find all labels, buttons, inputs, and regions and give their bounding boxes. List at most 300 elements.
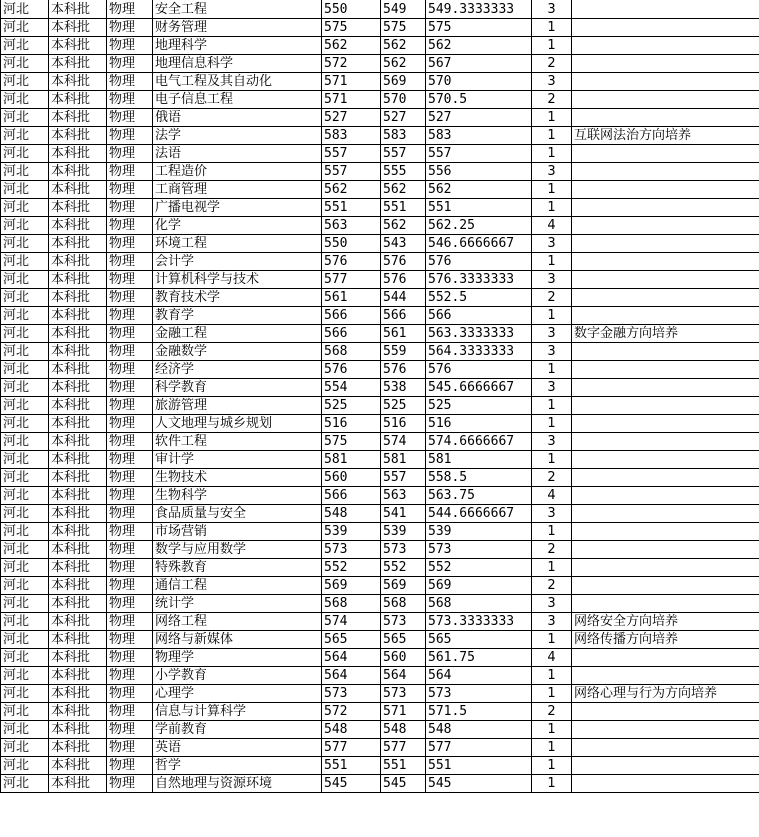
max-score-cell: 548 bbox=[322, 721, 381, 739]
note-cell bbox=[572, 271, 759, 289]
count-cell: 1 bbox=[532, 775, 572, 793]
min-score-cell: 562 bbox=[381, 37, 426, 55]
subject-cell: 物理 bbox=[107, 235, 153, 253]
batch-cell: 本科批 bbox=[49, 181, 107, 199]
avg-score-cell: 576.3333333 bbox=[426, 271, 532, 289]
count-cell: 3 bbox=[532, 163, 572, 181]
count-cell: 2 bbox=[532, 577, 572, 595]
min-score-cell: 541 bbox=[381, 505, 426, 523]
table-row bbox=[1, 631, 759, 649]
province-cell: 河北 bbox=[1, 487, 49, 505]
subject-cell: 物理 bbox=[107, 217, 153, 235]
min-score-cell: 568 bbox=[381, 595, 426, 613]
note-cell bbox=[572, 559, 759, 577]
province-cell: 河北 bbox=[1, 595, 49, 613]
batch-cell: 本科批 bbox=[49, 307, 107, 325]
avg-score-cell: 573 bbox=[426, 541, 532, 559]
max-score-cell: 574 bbox=[322, 613, 381, 631]
major-cell: 软件工程 bbox=[153, 433, 322, 451]
min-score-cell: 562 bbox=[381, 217, 426, 235]
count-cell: 3 bbox=[532, 271, 572, 289]
province-cell: 河北 bbox=[1, 613, 49, 631]
min-score-cell: 581 bbox=[381, 451, 426, 469]
note-cell bbox=[572, 235, 759, 253]
avg-score-cell: 564.3333333 bbox=[426, 343, 532, 361]
min-score-cell: 555 bbox=[381, 163, 426, 181]
province-cell: 河北 bbox=[1, 253, 49, 271]
province-cell: 河北 bbox=[1, 271, 49, 289]
major-cell: 自然地理与资源环境 bbox=[153, 775, 322, 793]
note-cell bbox=[572, 721, 759, 739]
avg-score-cell: 565 bbox=[426, 631, 532, 649]
count-cell: 3 bbox=[532, 613, 572, 631]
batch-cell: 本科批 bbox=[49, 595, 107, 613]
count-cell: 3 bbox=[532, 325, 572, 343]
max-score-cell: 575 bbox=[322, 433, 381, 451]
major-cell: 会计学 bbox=[153, 253, 322, 271]
major-cell: 金融数学 bbox=[153, 343, 322, 361]
batch-cell: 本科批 bbox=[49, 325, 107, 343]
table-row bbox=[1, 19, 759, 37]
min-score-cell: 563 bbox=[381, 487, 426, 505]
count-cell: 1 bbox=[532, 109, 572, 127]
table-row bbox=[1, 433, 759, 451]
major-cell: 教育技术学 bbox=[153, 289, 322, 307]
min-score-cell: 559 bbox=[381, 343, 426, 361]
batch-cell: 本科批 bbox=[49, 217, 107, 235]
max-score-cell: 568 bbox=[322, 595, 381, 613]
max-score-cell: 563 bbox=[322, 217, 381, 235]
table-row bbox=[1, 199, 759, 217]
avg-score-cell: 576 bbox=[426, 361, 532, 379]
avg-score-cell: 573 bbox=[426, 685, 532, 703]
subject-cell: 物理 bbox=[107, 559, 153, 577]
province-cell: 河北 bbox=[1, 631, 49, 649]
count-cell: 1 bbox=[532, 559, 572, 577]
table-row bbox=[1, 37, 759, 55]
max-score-cell: 566 bbox=[322, 307, 381, 325]
subject-cell: 物理 bbox=[107, 163, 153, 181]
min-score-cell: 551 bbox=[381, 199, 426, 217]
table-row bbox=[1, 145, 759, 163]
table-row bbox=[1, 181, 759, 199]
min-score-cell: 544 bbox=[381, 289, 426, 307]
subject-cell: 物理 bbox=[107, 397, 153, 415]
major-cell: 地理科学 bbox=[153, 37, 322, 55]
max-score-cell: 573 bbox=[322, 541, 381, 559]
min-score-cell: 576 bbox=[381, 271, 426, 289]
avg-score-cell: 576 bbox=[426, 253, 532, 271]
table-row bbox=[1, 217, 759, 235]
major-cell: 经济学 bbox=[153, 361, 322, 379]
batch-cell: 本科批 bbox=[49, 199, 107, 217]
major-cell: 教育学 bbox=[153, 307, 322, 325]
min-score-cell: 573 bbox=[381, 541, 426, 559]
avg-score-cell: 552 bbox=[426, 559, 532, 577]
note-cell bbox=[572, 505, 759, 523]
note-cell bbox=[572, 595, 759, 613]
note-cell: 数字金融方向培养 bbox=[572, 325, 759, 343]
subject-cell: 物理 bbox=[107, 757, 153, 775]
subject-cell: 物理 bbox=[107, 433, 153, 451]
note-cell bbox=[572, 577, 759, 595]
count-cell: 3 bbox=[532, 73, 572, 91]
avg-score-cell: 548 bbox=[426, 721, 532, 739]
subject-cell: 物理 bbox=[107, 0, 153, 19]
major-cell: 小学教育 bbox=[153, 667, 322, 685]
count-cell: 1 bbox=[532, 451, 572, 469]
table-row bbox=[1, 109, 759, 127]
count-cell: 3 bbox=[532, 343, 572, 361]
avg-score-cell: 567 bbox=[426, 55, 532, 73]
note-cell bbox=[572, 361, 759, 379]
max-score-cell: 550 bbox=[322, 235, 381, 253]
min-score-cell: 516 bbox=[381, 415, 426, 433]
table-row bbox=[1, 55, 759, 73]
province-cell: 河北 bbox=[1, 289, 49, 307]
subject-cell: 物理 bbox=[107, 613, 153, 631]
batch-cell: 本科批 bbox=[49, 541, 107, 559]
avg-score-cell: 549.3333333 bbox=[426, 0, 532, 19]
max-score-cell: 571 bbox=[322, 91, 381, 109]
province-cell: 河北 bbox=[1, 325, 49, 343]
count-cell: 1 bbox=[532, 253, 572, 271]
province-cell: 河北 bbox=[1, 109, 49, 127]
min-score-cell: 551 bbox=[381, 757, 426, 775]
batch-cell: 本科批 bbox=[49, 451, 107, 469]
avg-score-cell: 562 bbox=[426, 37, 532, 55]
note-cell bbox=[572, 307, 759, 325]
batch-cell: 本科批 bbox=[49, 757, 107, 775]
count-cell: 3 bbox=[532, 595, 572, 613]
major-cell: 生物技术 bbox=[153, 469, 322, 487]
province-cell: 河北 bbox=[1, 541, 49, 559]
avg-score-cell: 577 bbox=[426, 739, 532, 757]
avg-score-cell: 574.6666667 bbox=[426, 433, 532, 451]
note-cell bbox=[572, 451, 759, 469]
note-cell: 网络心理与行为方向培养 bbox=[572, 685, 759, 703]
major-cell: 化学 bbox=[153, 217, 322, 235]
major-cell: 网络与新媒体 bbox=[153, 631, 322, 649]
province-cell: 河北 bbox=[1, 0, 49, 19]
table-row bbox=[1, 379, 759, 397]
avg-score-cell: 583 bbox=[426, 127, 532, 145]
count-cell: 1 bbox=[532, 415, 572, 433]
subject-cell: 物理 bbox=[107, 253, 153, 271]
table-row bbox=[1, 577, 759, 595]
min-score-cell: 552 bbox=[381, 559, 426, 577]
batch-cell: 本科批 bbox=[49, 253, 107, 271]
major-cell: 学前教育 bbox=[153, 721, 322, 739]
max-score-cell: 565 bbox=[322, 631, 381, 649]
min-score-cell: 557 bbox=[381, 145, 426, 163]
batch-cell: 本科批 bbox=[49, 559, 107, 577]
batch-cell: 本科批 bbox=[49, 577, 107, 595]
batch-cell: 本科批 bbox=[49, 721, 107, 739]
table-row bbox=[1, 127, 759, 145]
batch-cell: 本科批 bbox=[49, 613, 107, 631]
batch-cell: 本科批 bbox=[49, 109, 107, 127]
min-score-cell: 574 bbox=[381, 433, 426, 451]
note-cell bbox=[572, 145, 759, 163]
province-cell: 河北 bbox=[1, 739, 49, 757]
avg-score-cell: 551 bbox=[426, 757, 532, 775]
count-cell: 2 bbox=[532, 703, 572, 721]
table-row bbox=[1, 325, 759, 343]
major-cell: 计算机科学与技术 bbox=[153, 271, 322, 289]
subject-cell: 物理 bbox=[107, 775, 153, 793]
note-cell bbox=[572, 523, 759, 541]
min-score-cell: 565 bbox=[381, 631, 426, 649]
min-score-cell: 583 bbox=[381, 127, 426, 145]
province-cell: 河北 bbox=[1, 757, 49, 775]
note-cell bbox=[572, 487, 759, 505]
batch-cell: 本科批 bbox=[49, 649, 107, 667]
min-score-cell: 562 bbox=[381, 181, 426, 199]
table-row bbox=[1, 595, 759, 613]
max-score-cell: 562 bbox=[322, 37, 381, 55]
note-cell bbox=[572, 55, 759, 73]
table-row bbox=[1, 649, 759, 667]
count-cell: 1 bbox=[532, 721, 572, 739]
province-cell: 河北 bbox=[1, 397, 49, 415]
count-cell: 1 bbox=[532, 667, 572, 685]
province-cell: 河北 bbox=[1, 721, 49, 739]
avg-score-cell: 544.6666667 bbox=[426, 505, 532, 523]
batch-cell: 本科批 bbox=[49, 55, 107, 73]
min-score-cell: 560 bbox=[381, 649, 426, 667]
max-score-cell: 577 bbox=[322, 271, 381, 289]
table-row bbox=[1, 415, 759, 433]
major-cell: 哲学 bbox=[153, 757, 322, 775]
batch-cell: 本科批 bbox=[49, 505, 107, 523]
major-cell: 工程造价 bbox=[153, 163, 322, 181]
batch-cell: 本科批 bbox=[49, 487, 107, 505]
province-cell: 河北 bbox=[1, 433, 49, 451]
table-row bbox=[1, 487, 759, 505]
subject-cell: 物理 bbox=[107, 19, 153, 37]
min-score-cell: 543 bbox=[381, 235, 426, 253]
subject-cell: 物理 bbox=[107, 703, 153, 721]
table-row bbox=[1, 757, 759, 775]
province-cell: 河北 bbox=[1, 145, 49, 163]
table-row bbox=[1, 739, 759, 757]
table-row bbox=[1, 541, 759, 559]
major-cell: 金融工程 bbox=[153, 325, 322, 343]
max-score-cell: 548 bbox=[322, 505, 381, 523]
count-cell: 4 bbox=[532, 217, 572, 235]
table-row bbox=[1, 91, 759, 109]
count-cell: 1 bbox=[532, 631, 572, 649]
avg-score-cell: 566 bbox=[426, 307, 532, 325]
table-row bbox=[1, 721, 759, 739]
province-cell: 河北 bbox=[1, 343, 49, 361]
batch-cell: 本科批 bbox=[49, 289, 107, 307]
min-score-cell: 527 bbox=[381, 109, 426, 127]
max-score-cell: 568 bbox=[322, 343, 381, 361]
table-row bbox=[1, 505, 759, 523]
note-cell: 网络安全方向培养 bbox=[572, 613, 759, 631]
count-cell: 1 bbox=[532, 181, 572, 199]
subject-cell: 物理 bbox=[107, 685, 153, 703]
min-score-cell: 571 bbox=[381, 703, 426, 721]
province-cell: 河北 bbox=[1, 703, 49, 721]
subject-cell: 物理 bbox=[107, 361, 153, 379]
max-score-cell: 539 bbox=[322, 523, 381, 541]
batch-cell: 本科批 bbox=[49, 163, 107, 181]
max-score-cell: 550 bbox=[322, 0, 381, 19]
min-score-cell: 545 bbox=[381, 775, 426, 793]
major-cell: 网络工程 bbox=[153, 613, 322, 631]
subject-cell: 物理 bbox=[107, 541, 153, 559]
note-cell bbox=[572, 757, 759, 775]
min-score-cell: 548 bbox=[381, 721, 426, 739]
subject-cell: 物理 bbox=[107, 721, 153, 739]
min-score-cell: 564 bbox=[381, 667, 426, 685]
count-cell: 2 bbox=[532, 55, 572, 73]
avg-score-cell: 581 bbox=[426, 451, 532, 469]
min-score-cell: 538 bbox=[381, 379, 426, 397]
max-score-cell: 564 bbox=[322, 649, 381, 667]
major-cell: 物理学 bbox=[153, 649, 322, 667]
province-cell: 河北 bbox=[1, 379, 49, 397]
table-row bbox=[1, 613, 759, 631]
subject-cell: 物理 bbox=[107, 307, 153, 325]
batch-cell: 本科批 bbox=[49, 343, 107, 361]
batch-cell: 本科批 bbox=[49, 0, 107, 19]
avg-score-cell: 575 bbox=[426, 19, 532, 37]
major-cell: 财务管理 bbox=[153, 19, 322, 37]
batch-cell: 本科批 bbox=[49, 469, 107, 487]
subject-cell: 物理 bbox=[107, 37, 153, 55]
count-cell: 1 bbox=[532, 523, 572, 541]
batch-cell: 本科批 bbox=[49, 19, 107, 37]
note-cell bbox=[572, 73, 759, 91]
note-cell bbox=[572, 109, 759, 127]
major-cell: 市场营销 bbox=[153, 523, 322, 541]
subject-cell: 物理 bbox=[107, 667, 153, 685]
province-cell: 河北 bbox=[1, 217, 49, 235]
avg-score-cell: 568 bbox=[426, 595, 532, 613]
min-score-cell: 576 bbox=[381, 361, 426, 379]
batch-cell: 本科批 bbox=[49, 73, 107, 91]
subject-cell: 物理 bbox=[107, 415, 153, 433]
major-cell: 统计学 bbox=[153, 595, 322, 613]
count-cell: 3 bbox=[532, 433, 572, 451]
province-cell: 河北 bbox=[1, 361, 49, 379]
major-cell: 电气工程及其自动化 bbox=[153, 73, 322, 91]
note-cell bbox=[572, 217, 759, 235]
province-cell: 河北 bbox=[1, 775, 49, 793]
table-row bbox=[1, 73, 759, 91]
batch-cell: 本科批 bbox=[49, 775, 107, 793]
province-cell: 河北 bbox=[1, 451, 49, 469]
note-cell: 互联网法治方向培养 bbox=[572, 127, 759, 145]
batch-cell: 本科批 bbox=[49, 235, 107, 253]
count-cell: 2 bbox=[532, 91, 572, 109]
max-score-cell: 560 bbox=[322, 469, 381, 487]
batch-cell: 本科批 bbox=[49, 685, 107, 703]
note-cell bbox=[572, 163, 759, 181]
avg-score-cell: 516 bbox=[426, 415, 532, 433]
batch-cell: 本科批 bbox=[49, 361, 107, 379]
major-cell: 环境工程 bbox=[153, 235, 322, 253]
count-cell: 4 bbox=[532, 649, 572, 667]
major-cell: 俄语 bbox=[153, 109, 322, 127]
subject-cell: 物理 bbox=[107, 523, 153, 541]
subject-cell: 物理 bbox=[107, 109, 153, 127]
count-cell: 1 bbox=[532, 19, 572, 37]
count-cell: 1 bbox=[532, 37, 572, 55]
note-cell bbox=[572, 397, 759, 415]
note-cell bbox=[572, 433, 759, 451]
max-score-cell: 572 bbox=[322, 55, 381, 73]
major-cell: 法学 bbox=[153, 127, 322, 145]
province-cell: 河北 bbox=[1, 667, 49, 685]
count-cell: 1 bbox=[532, 739, 572, 757]
min-score-cell: 549 bbox=[381, 0, 426, 19]
subject-cell: 物理 bbox=[107, 739, 153, 757]
major-cell: 旅游管理 bbox=[153, 397, 322, 415]
note-cell bbox=[572, 415, 759, 433]
count-cell: 3 bbox=[532, 379, 572, 397]
province-cell: 河北 bbox=[1, 37, 49, 55]
note-cell bbox=[572, 19, 759, 37]
major-cell: 信息与计算科学 bbox=[153, 703, 322, 721]
min-score-cell: 569 bbox=[381, 73, 426, 91]
min-score-cell: 576 bbox=[381, 253, 426, 271]
table-row bbox=[1, 271, 759, 289]
note-cell bbox=[572, 667, 759, 685]
min-score-cell: 573 bbox=[381, 685, 426, 703]
note-cell bbox=[572, 649, 759, 667]
table-row bbox=[1, 559, 759, 577]
note-cell bbox=[572, 199, 759, 217]
province-cell: 河北 bbox=[1, 685, 49, 703]
avg-score-cell: 545 bbox=[426, 775, 532, 793]
table-row bbox=[1, 685, 759, 703]
subject-cell: 物理 bbox=[107, 271, 153, 289]
avg-score-cell: 571.5 bbox=[426, 703, 532, 721]
note-cell bbox=[572, 379, 759, 397]
avg-score-cell: 557 bbox=[426, 145, 532, 163]
avg-score-cell: 561.75 bbox=[426, 649, 532, 667]
max-score-cell: 551 bbox=[322, 199, 381, 217]
avg-score-cell: 573.3333333 bbox=[426, 613, 532, 631]
major-cell: 法语 bbox=[153, 145, 322, 163]
major-cell: 数学与应用数学 bbox=[153, 541, 322, 559]
province-cell: 河北 bbox=[1, 199, 49, 217]
province-cell: 河北 bbox=[1, 505, 49, 523]
avg-score-cell: 551 bbox=[426, 199, 532, 217]
subject-cell: 物理 bbox=[107, 199, 153, 217]
avg-score-cell: 539 bbox=[426, 523, 532, 541]
count-cell: 2 bbox=[532, 289, 572, 307]
count-cell: 1 bbox=[532, 145, 572, 163]
table-row bbox=[1, 361, 759, 379]
table-row bbox=[1, 451, 759, 469]
avg-score-cell: 563.3333333 bbox=[426, 325, 532, 343]
max-score-cell: 573 bbox=[322, 685, 381, 703]
province-cell: 河北 bbox=[1, 19, 49, 37]
table-row bbox=[1, 163, 759, 181]
major-cell: 人文地理与城乡规划 bbox=[153, 415, 322, 433]
batch-cell: 本科批 bbox=[49, 397, 107, 415]
max-score-cell: 581 bbox=[322, 451, 381, 469]
major-cell: 安全工程 bbox=[153, 0, 322, 19]
note-cell bbox=[572, 289, 759, 307]
max-score-cell: 561 bbox=[322, 289, 381, 307]
